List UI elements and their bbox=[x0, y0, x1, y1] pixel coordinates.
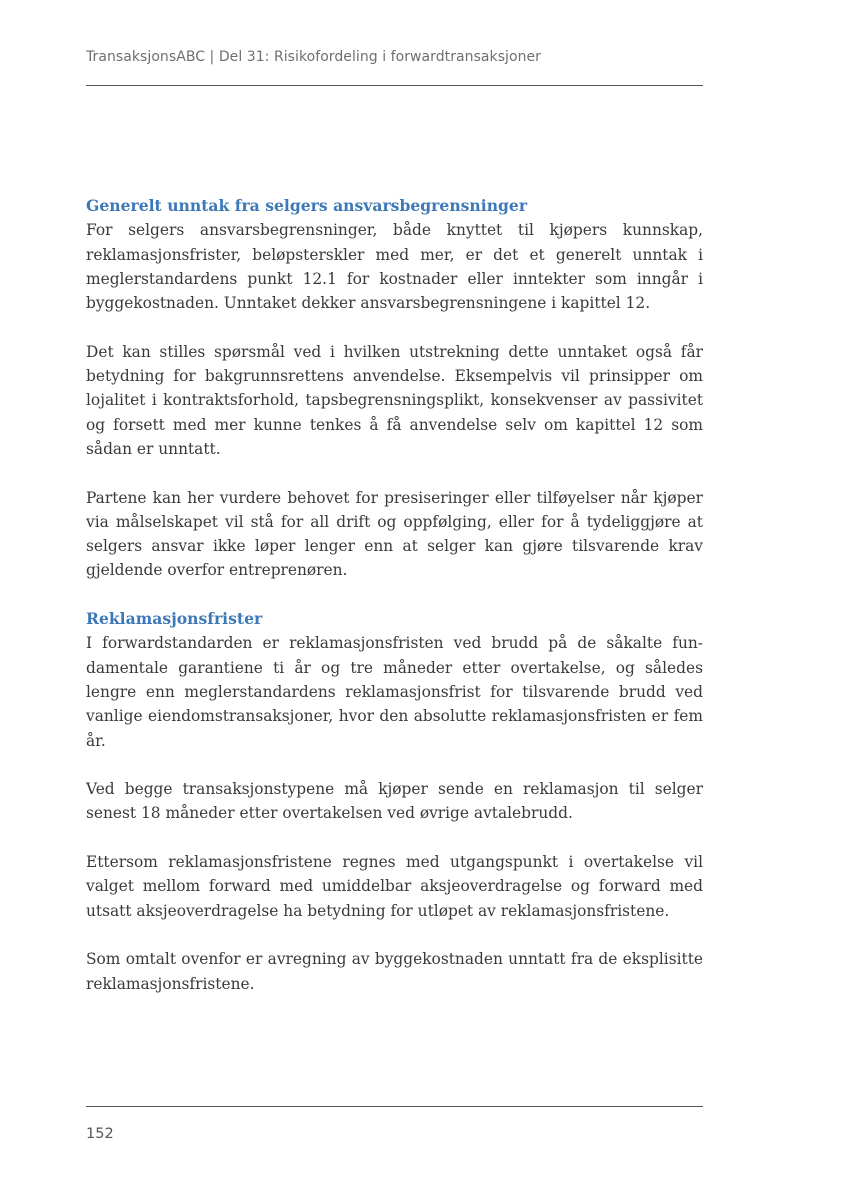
paragraph: Ved begge transaksjonstypene må kjøper sende en reklamasjon til selger senest 18 måneder etter overtakelsen ved øvrige avtalebrudd. bbox=[86, 780, 703, 823]
paragraph: Det kan stilles spørsmål ved i hvilken utstrekning dette unntaket også får betydning for bakgrunnsrettens anvendelse. Eksempelvis vil prinsipper om lojalitet i kontraktsforhold, tapsbegrensningsplikt, konsekvenser av passivitet og forsett med mer kunne tenkes å få anvendelse selv om kapittel 12 som sådan er unntatt. bbox=[86, 342, 703, 458]
header-rule bbox=[86, 85, 703, 86]
body-text bbox=[86, 194, 703, 996]
paragraph: Ettersom reklamasjonsfristene regnes med utgangspunkt i overtakelse vil valget mellom forward med umiddelbar aksjeoverdragelse og forward med utsatt aksjeoverdragelse ha betydning for utløpet av reklamasjonsfristene. bbox=[86, 853, 703, 920]
paragraph: Partene kan her vurdere behovet for presiseringer eller tilføyelser når kjøper via målselskapet vil stå for all drift og oppfølging, eller for å tydeliggjøre at selgers ansvar ikke løper lenger enn at selger kan gjøre tilsvarende krav gjeldende overfor entreprenøren. bbox=[86, 488, 703, 580]
paragraph: Som omtalt ovenfor er avregning av byggekostnaden unntatt fra de eksplisitte reklamasjonsfristene. bbox=[86, 950, 703, 993]
footer-rule bbox=[86, 1106, 703, 1107]
page-number: 152 bbox=[86, 1126, 114, 1142]
section-heading: Reklamasjonsfrister bbox=[86, 609, 263, 629]
paragraph: For selgers ansvarsbegrensninger, både knyttet til kjøpers kunnskap, reklamasjonsfrister, beløpsterskler med mer, er det et generelt unntak i meglerstandardens punkt 12.1 for kostnader eller inntekter som inngår i byggekostnaden. Unntaket dekker ansvarsbegrensningene i kapittel 12. bbox=[86, 221, 703, 313]
section-heading: Generelt unntak fra selgers ansvarsbegrensninger bbox=[86, 196, 528, 215]
running-header: TransaksjonsABC | Del 31: Risikofordeling i forwardtransaksjoner bbox=[86, 49, 541, 65]
paragraph: I forwardstandarden er reklamasjonsfristen ved brudd på de såkalte fundamentale garantiene ti år og tre måneder etter overtakelse, og således lengre enn meglerstandardens reklamasjonsfrist for tilsvarende brudd ved vanlige eiendomstransaksjoner, hvor den absolutte reklamasjonsfristen er fem år. bbox=[86, 634, 703, 750]
